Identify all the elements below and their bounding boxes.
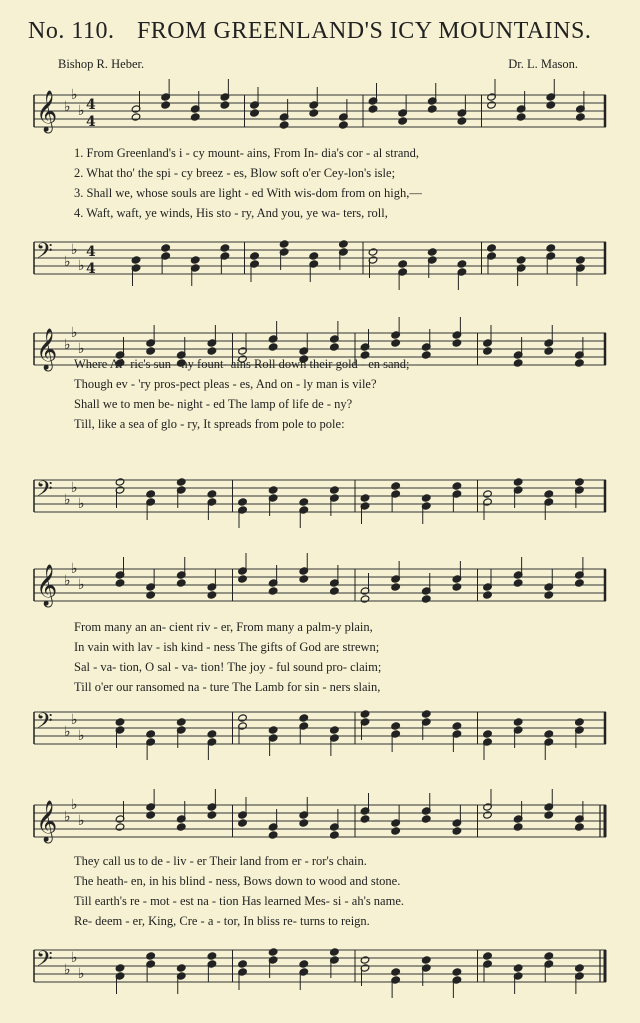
flat-icon: ♭ (78, 577, 85, 593)
note-head (360, 494, 370, 502)
note-head (513, 579, 523, 587)
flat-icon: ♭ (78, 966, 85, 982)
note-head (360, 710, 370, 718)
note-head (207, 811, 217, 819)
note-head (575, 964, 585, 972)
note-head (398, 117, 408, 125)
note-head (115, 718, 125, 726)
note-head (146, 347, 156, 355)
staff-lines (34, 797, 612, 843)
note-head (238, 819, 248, 827)
flat-icon: ♭ (71, 325, 78, 341)
note-head (330, 343, 340, 351)
note-head (299, 714, 309, 722)
note-head (487, 244, 497, 252)
note-head (575, 579, 585, 587)
note-head (546, 101, 556, 109)
note-head (575, 478, 585, 486)
note-head (421, 710, 431, 718)
bass-clef-icon: 𝄢 (36, 477, 53, 507)
note-head (299, 960, 309, 968)
note-head (268, 486, 278, 494)
treble-staff (34, 561, 612, 607)
flat-icon: ♭ (78, 341, 85, 357)
note-head (391, 583, 401, 591)
lyric-line: Till earth's re - mot - est na - tion Has learned Mes- si - ah's name. (74, 894, 405, 908)
note-head (190, 256, 200, 264)
note-head (146, 952, 156, 960)
staff-lines (34, 240, 612, 280)
note-head (513, 478, 523, 486)
note-head (238, 714, 248, 722)
flat-icon: ♭ (71, 561, 78, 577)
note-head (279, 121, 289, 129)
treble-clef-icon: 𝄞 (36, 91, 58, 132)
note-head (544, 490, 554, 498)
note-head (131, 256, 141, 264)
flat-icon: ♭ (64, 809, 71, 825)
lyric-line: Where Af- ric's sun - ny fount- ains Roll down their gold - en sand; (74, 357, 410, 371)
bass-staff (34, 240, 612, 280)
staff-lines (34, 478, 612, 518)
note-head (161, 101, 171, 109)
treble-staff (34, 797, 612, 843)
composer-credit: Dr. L. Mason. (508, 57, 578, 71)
note-head (268, 587, 278, 595)
note-head (238, 960, 248, 968)
note-head (546, 244, 556, 252)
flat-icon: ♭ (78, 496, 85, 512)
note-head (544, 730, 554, 738)
bass-staff (34, 710, 612, 750)
note-head (368, 248, 378, 256)
note-head (220, 101, 230, 109)
lyric-line: Re- deem - er, King, Cre - a - tor, In bliss re- turns to reign. (74, 914, 370, 928)
note-head (339, 240, 349, 248)
flat-icon: ♭ (78, 813, 85, 829)
staff-lines (34, 561, 612, 607)
flat-icon: ♭ (78, 103, 85, 119)
note-head (483, 730, 493, 738)
note-head (421, 956, 431, 964)
lyric-line: Till o'er our ransomed na - ture The Lamb for sin - ners slain, (74, 680, 381, 694)
note-head (452, 722, 462, 730)
note-head (360, 956, 370, 964)
author-credit: Bishop R. Heber. (58, 57, 145, 71)
bass-clef-icon: 𝄢 (36, 709, 53, 739)
note-head (330, 486, 340, 494)
note-head (391, 339, 401, 347)
lyric-line: Sal - va- tion, O sal - va- tion! The joy - ful sound pro- claim; (74, 660, 382, 674)
lyric-line: 3. Shall we, whose souls are light - ed With wis-dom from on high,— (74, 186, 422, 200)
time-signature-bottom: 4 (86, 261, 96, 277)
note-head (575, 823, 585, 831)
note-head (309, 252, 319, 260)
note-head (360, 815, 370, 823)
note-head (115, 579, 125, 587)
time-signature-bottom: 4 (86, 114, 96, 130)
note-head (268, 726, 278, 734)
lyric-line: The heath- en, in his blind - ness, Bows down to wood and stone. (74, 874, 401, 888)
note-head (238, 498, 248, 506)
note-head (207, 730, 217, 738)
note-head (483, 591, 493, 599)
note-head (544, 811, 554, 819)
staff-lines (34, 948, 612, 988)
note-head (238, 575, 248, 583)
note-head (575, 718, 585, 726)
note-head (513, 964, 523, 972)
flat-icon: ♭ (64, 254, 71, 270)
hymn-number: No. 110. (28, 18, 115, 44)
note-head (176, 478, 186, 486)
note-head (452, 339, 462, 347)
note-head (176, 579, 186, 587)
note-head (299, 819, 309, 827)
note-head (207, 347, 217, 355)
note-head (190, 113, 200, 121)
note-head (398, 260, 408, 268)
lyric-line: 4. Waft, waft, ye winds, His sto - ry, And you, ye wa- ters, roll, (74, 206, 388, 220)
note-head (483, 952, 493, 960)
note-head (250, 109, 260, 117)
hymn-name: FROM GREENLAND'S ICY MOUNTAINS. (136, 18, 592, 44)
note-head (427, 248, 437, 256)
note-head (299, 575, 309, 583)
note-head (391, 827, 401, 835)
note-head (131, 113, 141, 121)
note-head (516, 113, 526, 121)
note-head (146, 490, 156, 498)
lyric-line: 1. From Greenland's i - cy mount- ains, From In- dia's cor - al strand, (74, 146, 420, 160)
note-head (421, 595, 431, 603)
note-head (176, 964, 186, 972)
note-head (309, 109, 319, 117)
note-head (176, 823, 186, 831)
flat-icon: ♭ (78, 728, 85, 744)
note-head (421, 815, 431, 823)
note-head (268, 343, 278, 351)
note-head (516, 256, 526, 264)
lyric-line: They call us to de - liv - er Their land from er - ror's chain. (74, 854, 367, 868)
note-head (544, 347, 554, 355)
flat-icon: ♭ (64, 573, 71, 589)
note-head (513, 823, 523, 831)
flat-icon: ♭ (64, 962, 71, 978)
note-head (452, 583, 462, 591)
flat-icon: ♭ (71, 950, 78, 966)
note-head (268, 948, 278, 956)
note-head (115, 964, 125, 972)
note-head (339, 121, 349, 129)
lyric-line: In vain with lav - ish kind - ness The gifts of God are strewn; (74, 640, 380, 654)
hymn-title (28, 18, 628, 45)
staff-lines (34, 710, 612, 750)
note-head (483, 490, 493, 498)
note-head (457, 260, 467, 268)
note-head (220, 244, 230, 252)
time-signature-top: 4 (86, 97, 96, 113)
note-head (161, 244, 171, 252)
treble-clef-icon: 𝄞 (36, 801, 58, 842)
note-head (207, 591, 217, 599)
note-head (483, 811, 493, 819)
note-head (391, 968, 401, 976)
bass-clef-icon: 𝄢 (36, 947, 53, 977)
flat-icon: ♭ (71, 712, 78, 728)
note-head (360, 595, 370, 603)
note-head (207, 952, 217, 960)
note-head (330, 726, 340, 734)
note-head (176, 718, 186, 726)
lyric-line: From many an an- cient riv - er, From many a palm-y plain, (74, 620, 373, 634)
flat-icon: ♭ (64, 99, 71, 115)
note-head (452, 827, 462, 835)
note-head (544, 591, 554, 599)
flat-icon: ♭ (71, 87, 78, 103)
note-head (279, 240, 289, 248)
flat-icon: ♭ (71, 480, 78, 496)
treble-clef-icon: 𝄞 (36, 329, 58, 370)
lyric-line: Shall we to men be- night - ed The lamp of life de - ny? (74, 397, 353, 411)
flat-icon: ♭ (78, 258, 85, 274)
lyric-line: 2. What tho' the spi - cy breez - es, Blow soft o'er Cey-lon's isle; (74, 166, 396, 180)
lyric-line: Though ev - 'ry pros-pect pleas - es, And on - ly man is vile? (74, 377, 377, 391)
note-head (330, 831, 340, 839)
note-head (452, 482, 462, 490)
note-head (268, 831, 278, 839)
note-head (146, 811, 156, 819)
note-head (391, 722, 401, 730)
bass-clef-icon: 𝄢 (36, 239, 53, 269)
note-head (421, 494, 431, 502)
treble-clef-icon: 𝄞 (36, 565, 58, 606)
flat-icon: ♭ (64, 492, 71, 508)
note-head (299, 498, 309, 506)
note-head (250, 252, 260, 260)
note-head (576, 256, 586, 264)
lyric-line: Till, like a sea of glo - ry, It spreads from pole to pole: (74, 417, 345, 431)
note-head (513, 718, 523, 726)
note-head (146, 730, 156, 738)
note-head (452, 968, 462, 976)
note-head (330, 587, 340, 595)
note-head (368, 105, 378, 113)
note-head (115, 478, 125, 486)
note-head (391, 482, 401, 490)
treble-staff (34, 87, 612, 133)
note-head (115, 823, 125, 831)
note-head (330, 948, 340, 956)
staff-lines (34, 87, 612, 133)
note-head (576, 113, 586, 121)
note-head (483, 347, 493, 355)
note-head (544, 952, 554, 960)
bass-staff (34, 478, 612, 518)
flat-icon: ♭ (71, 242, 78, 258)
flat-icon: ♭ (64, 337, 71, 353)
note-head (457, 117, 467, 125)
note-head (487, 101, 497, 109)
note-head (146, 591, 156, 599)
flat-icon: ♭ (64, 724, 71, 740)
note-head (207, 490, 217, 498)
bass-staff (34, 948, 612, 988)
flat-icon: ♭ (71, 797, 78, 813)
note-head (427, 105, 437, 113)
time-signature-top: 4 (86, 244, 96, 260)
